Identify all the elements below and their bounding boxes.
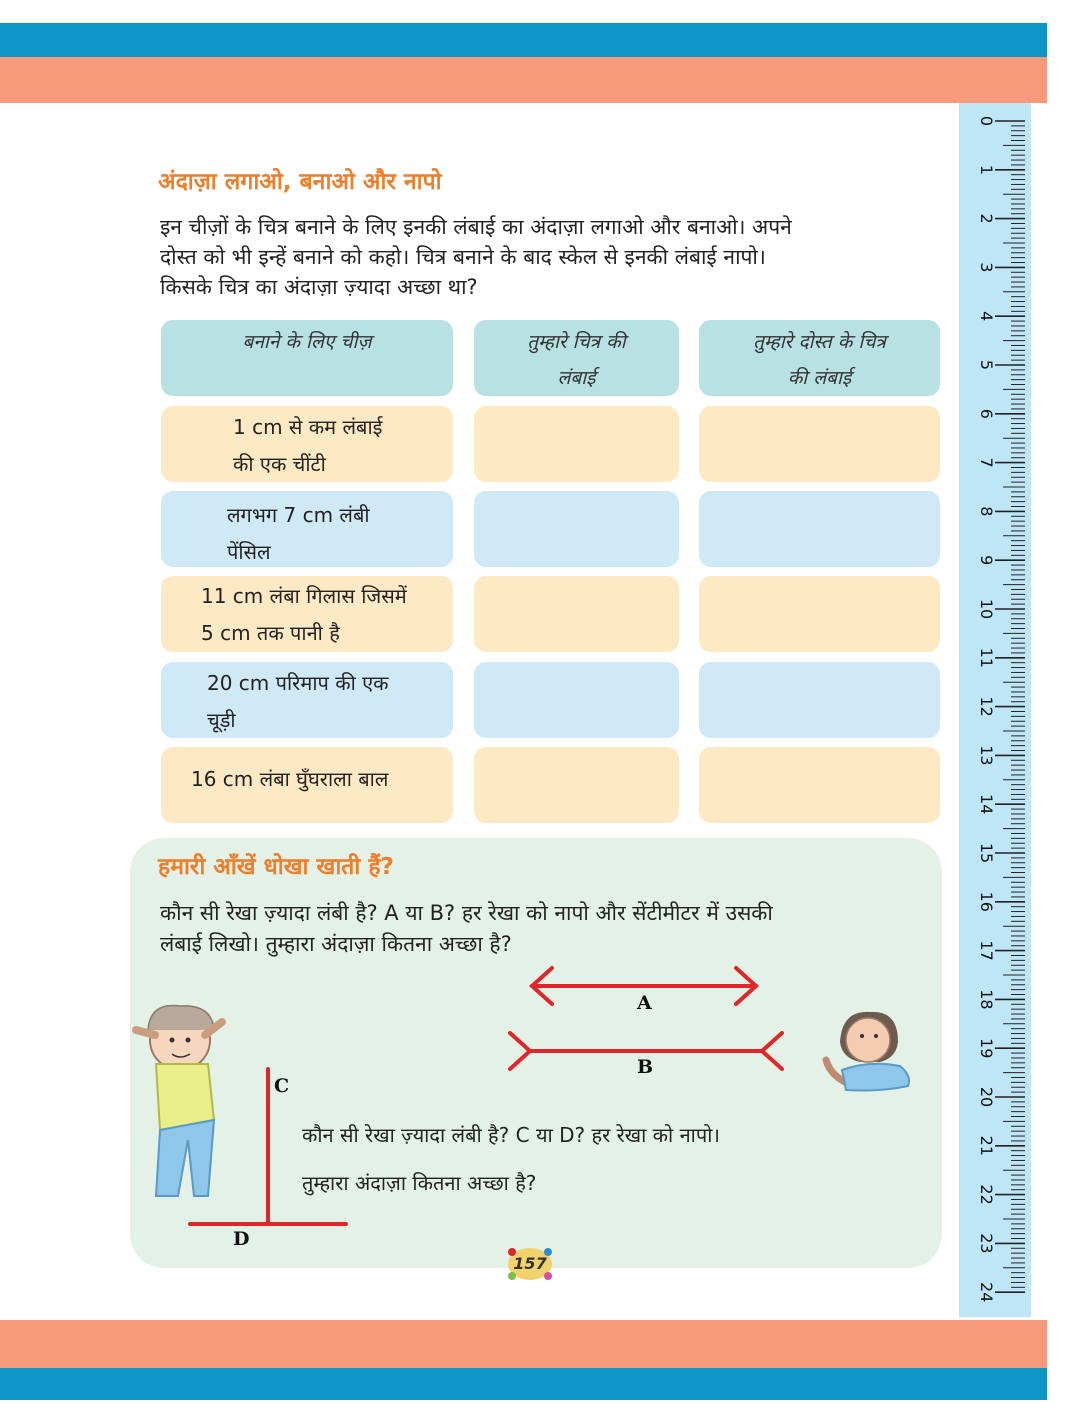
ruler-number: 13 bbox=[977, 745, 996, 766]
row-text: लगभग 7 cm लंबी bbox=[227, 503, 370, 527]
instructions-line: किसके चित्र का अंदाज़ा ज़्यादा अच्छा था? bbox=[160, 275, 478, 299]
ruler-number: 15 bbox=[977, 842, 996, 864]
ruler-number: 23 bbox=[977, 1233, 996, 1254]
row-text: 16 cm लंबा घुँघराला बाल bbox=[191, 767, 389, 791]
ruler-number: 22 bbox=[977, 1184, 996, 1205]
ruler-number: 3 bbox=[977, 262, 996, 273]
page-number-badge bbox=[506, 1244, 554, 1284]
ruler-number: 14 bbox=[977, 794, 996, 815]
ruler-number: 0 bbox=[977, 115, 996, 127]
question2-line: कौन सी रेखा ज़्यादा लंबी है? C या D? हर रेखा को नापो। bbox=[302, 1123, 720, 1147]
ruler-number: 12 bbox=[977, 696, 996, 717]
ruler-number: 24 bbox=[977, 1282, 996, 1303]
ruler-number: 10 bbox=[977, 598, 996, 620]
ruler-number: 9 bbox=[977, 555, 996, 566]
boy-illustration bbox=[136, 1006, 222, 1197]
label-d: D bbox=[233, 1228, 250, 1250]
row-text: पेंसिल bbox=[227, 540, 271, 564]
header-label: तुम्हारे चित्र की bbox=[527, 331, 626, 353]
row-text: 20 cm परिमाप की एक bbox=[207, 671, 389, 695]
section-title-estimate: अंदाज़ा लगाओ, बनाओ और नापो bbox=[158, 169, 442, 195]
row-text: 1 cm से कम लंबाई bbox=[233, 415, 383, 439]
header-label: की लंबाई bbox=[787, 367, 852, 389]
label-c: C bbox=[274, 1075, 290, 1097]
row-text: चूड़ी bbox=[207, 708, 236, 732]
ruler-number: 19 bbox=[977, 1038, 996, 1059]
row-text: की एक चींटी bbox=[233, 452, 326, 476]
ruler-number: 16 bbox=[977, 891, 996, 912]
bottom-blue-band bbox=[0, 1368, 1047, 1400]
ruler-number: 17 bbox=[977, 940, 996, 961]
ruler-number: 11 bbox=[977, 647, 996, 668]
question-line: लंबाई लिखो। तुम्हारा अंदाज़ा कितना अच्छा है? bbox=[160, 932, 512, 956]
ruler-number: 20 bbox=[977, 1086, 996, 1108]
header-label: लंबाई bbox=[557, 367, 596, 389]
label-a: A bbox=[637, 992, 652, 1014]
ruler-number: 8 bbox=[977, 506, 996, 517]
ruler-number: 6 bbox=[977, 408, 996, 419]
header-label: तुम्हारे दोस्त के चित्र bbox=[753, 331, 886, 353]
ruler-number: 1 bbox=[977, 164, 996, 175]
instructions-line: इन चीज़ों के चित्र बनाने के लिए इनकी लंबाई का अंदाज़ा लगाओ और बनाओ। अपने bbox=[160, 215, 792, 239]
row-text: 11 cm लंबा गिलास जिसमें bbox=[201, 584, 407, 608]
ruler-number: 21 bbox=[977, 1135, 996, 1156]
ruler-number: 18 bbox=[977, 989, 996, 1010]
question-line: कौन सी रेखा ज़्यादा लंबी है? A या B? हर रेखा को नापो और सेंटीमीटर में उसकी bbox=[160, 901, 773, 925]
ruler-number: 2 bbox=[977, 213, 996, 224]
bottom-peach-band bbox=[0, 1320, 1047, 1368]
header-label: बनाने के लिए चीज़ bbox=[242, 331, 372, 353]
ruler-number: 4 bbox=[977, 311, 996, 322]
section-title-illusion: हमारी आँखें धोखा खाती हैं? bbox=[158, 854, 394, 880]
row-text: 5 cm तक पानी है bbox=[201, 621, 340, 645]
label-b: B bbox=[637, 1056, 654, 1078]
page-number: 157 bbox=[513, 1254, 547, 1273]
ruler-number: 5 bbox=[977, 359, 996, 371]
instructions-line: दोस्त को भी इन्हें बनाने को कहो। चित्र बनाने के बाद स्केल से इनकी लंबाई नापो। bbox=[160, 245, 766, 269]
ruler-number: 7 bbox=[977, 457, 996, 468]
question2-line: तुम्हारा अंदाज़ा कितना अच्छा है? bbox=[302, 1171, 537, 1195]
girl-illustration bbox=[826, 1012, 909, 1091]
